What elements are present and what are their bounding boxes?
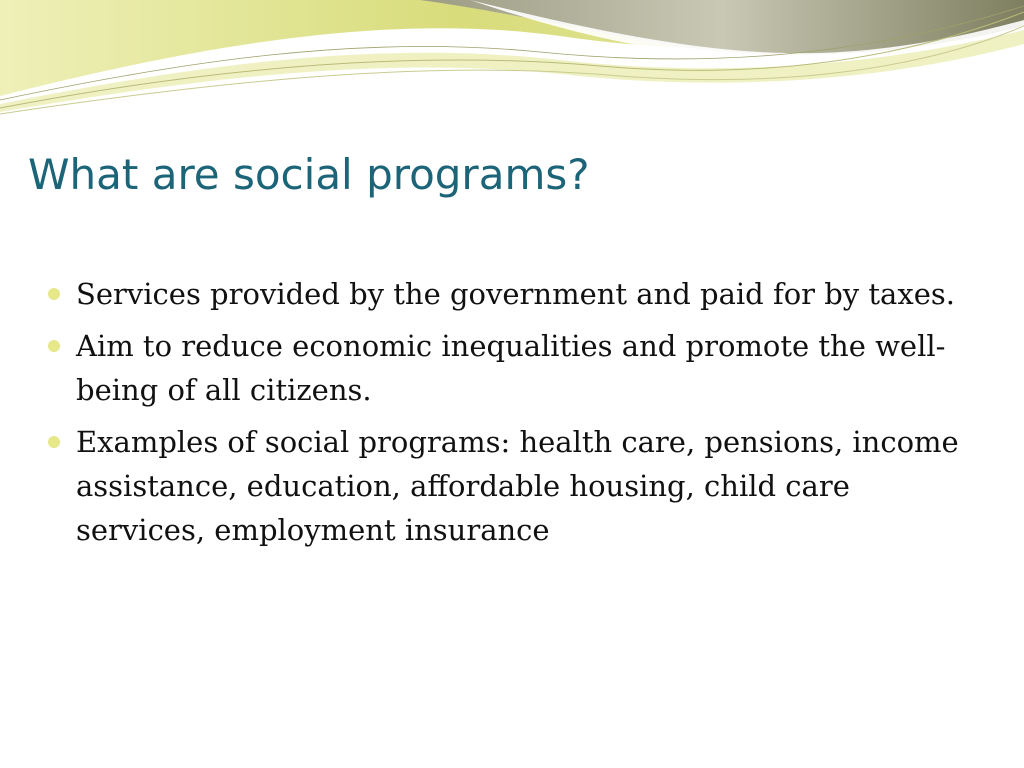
header-wave-decoration: [0, 0, 1024, 130]
slide-title: What are social programs?: [28, 150, 590, 199]
bullet-item: [48, 420, 968, 552]
bullet-text: Aim to reduce economic inequalities and promote the well-being of all citizens.: [76, 329, 946, 407]
bullet-list: [48, 272, 968, 560]
bullet-item: [48, 272, 968, 316]
bullet-dot-icon: [48, 436, 60, 448]
bullet-text: Examples of social programs: health care, pensions, income assistance, education, affordable housing, child care services, employment insurance: [76, 425, 959, 547]
bullet-item: [48, 324, 968, 412]
bullet-dot-icon: [48, 340, 60, 352]
bullet-dot-icon: [48, 288, 60, 300]
bullet-text: Services provided by the government and paid for by taxes.: [76, 277, 955, 311]
